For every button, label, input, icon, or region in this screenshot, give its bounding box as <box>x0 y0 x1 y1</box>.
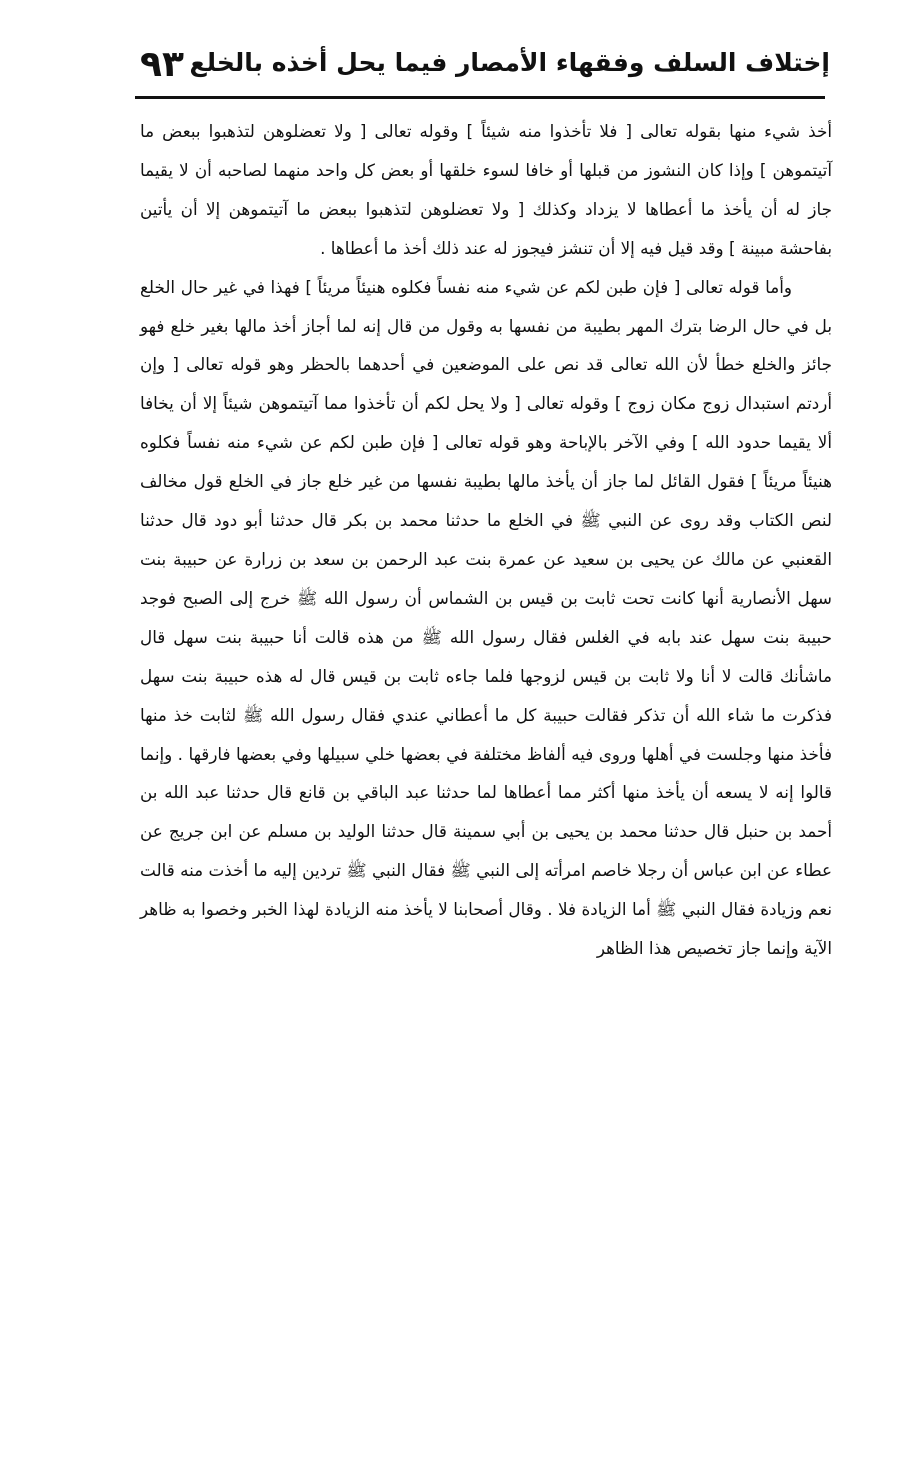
paragraph-2: وأما قوله تعالى [ فإن طبن لكم عن شيء منه نفساً فكلوه هنيئاً مريئاً ] فهذا في غير حال الخلع بل في حال الرضا بترك المهر بطيبة من نفسها به وقول من قال إنه لما أجاز أخذ مالها بغير خلع فهو جائز والخلع خطأ لأن الله تعالى قد نص على الموضعين في أحدهما بالحظر وهو قوله تعالى [ وإن أردتم استبدال زوج مكان زوج ] وقوله تعالى [ ولا يحل لكم أن تأخذوا مما آتيتموهن شيئاً إلا أن يخافا ألا يقيما حدود الله ] وفي الآخر بالإباحة وهو قوله تعالى [ فإن طبن لكم عن شيء منه نفساً فكلوه هنيئاً مريئاً ] فقول القائل لما جاز أن يأخذ مالها بطيبة نفسها من غير خلع جاز في الخلع قول مخالف لنص الكتاب وقد روى عن النبي ﷺ في الخلع ما حدثنا محمد بن بكر قال حدثنا أبو دود قال حدثنا القعنبي عن مالك عن يحيى بن سعيد عن عمرة بنت عبد الرحمن بن سعد بن زرارة عن حبيبة بنت سهل الأنصارية أنها كانت تحت ثابت بن قيس بن الشماس أن رسول الله ﷺ خرج إلى الصبح فوجد حبيبة بنت سهل عند بابه في الغلس فقال رسول الله ﷺ من هذه قالت أنا حبيبة بنت سهل قال ماشأنك قالت لا أنا ولا ثابت بن قيس لزوجها فلما جاءه ثابت بن قيس قال له هذه حبيبة بنت سهل فذكرت ما شاء الله أن تذكر فقالت حبيبة كل ما أعطاني عندي فقال رسول الله ﷺ لثابت خذ منها فأخذ منها وجلست في أهلها وروى فيه ألفاظ مختلفة في بعضها خلي سبيلها وفي بعضها فارقها . وإنما قالوا إنه لا يسعه أن يأخذ منها أكثر مما أعطاها لما حدثنا عبد الباقي بن قانع قال حدثنا عبد الله بن أحمد بن حنبل قال حدثنا محمد بن يحيى بن أبي سمينة قال حدثنا الوليد بن مسلم عن ابن جريج عن عطاء عن ابن عباس أن رجلا خاصم امرأته إلى النبي ﷺ فقال النبي ﷺ تردين إليه ما أخذت منه قالت نعم وزيادة فقال النبي ﷺ أما الزيادة فلا . وقال أصحابنا لا يأخذ منه الزيادة لهذا الخبر وخصوا به ظاهر الآية وإنما جاز تخصيص هذا الظاهر <box>140 276 832 959</box>
header-divider <box>135 96 825 99</box>
paragraph-1: أخذ شيء منها بقوله تعالى [ فلا تأخذوا منه شيئاً ] وقوله تعالى [ ولا تعضلوهن لتذهبوا ببعض ما آتيتموهن ] وإذا كان النشوز من قبلها أو خافا لسوء خلقها أو بعض كل واحد منهما لصاحبه أن لا يقيما جاز له أن يأخذ ما أعطاها لا يزداد وكذلك [ ولا تعضلوهن لتذهبوا ببعض ما آتيتموهن إلا أن يأتين بفاحشة مبينة ] وقد قيل فيه إلا أن تنشز فيجوز له عند ذلك أخذ ما أعطاها . <box>140 121 832 258</box>
page-header <box>130 38 830 98</box>
page-number: ٩٣ <box>140 44 184 85</box>
body-text <box>140 112 832 968</box>
running-title: إختلاف السلف وفقهاء الأمصار فيما يحل أخذه بالخلع <box>189 48 830 77</box>
